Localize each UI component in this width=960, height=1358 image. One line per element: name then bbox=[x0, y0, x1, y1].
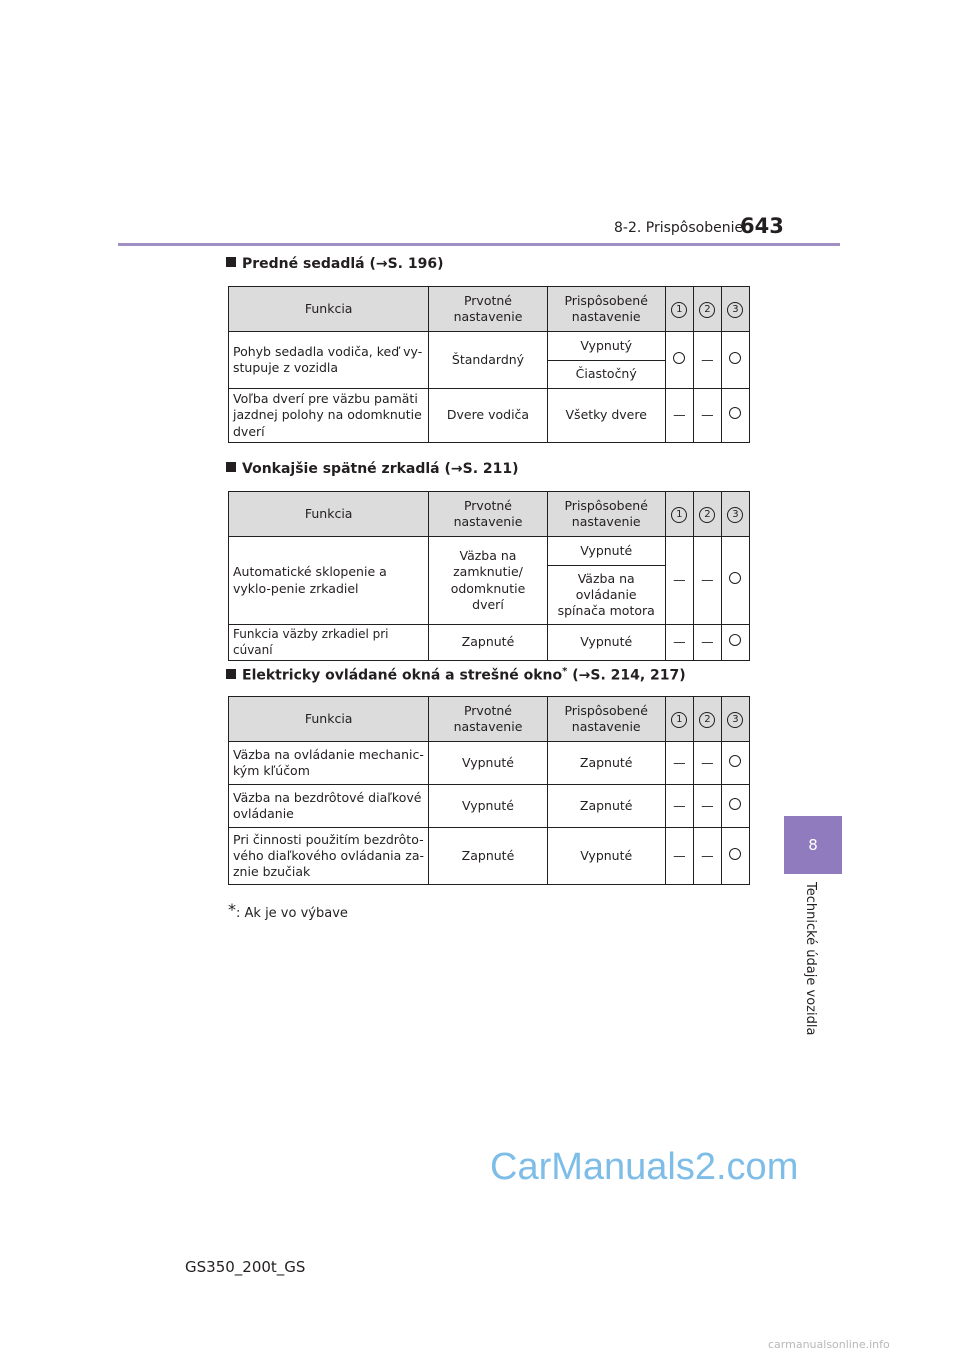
chapter-tab[interactable] bbox=[784, 816, 842, 874]
section-title: 8-2. Prispôsobenie bbox=[614, 220, 744, 236]
mirrors-table bbox=[228, 491, 750, 661]
site-watermark: carmanualsonline.info bbox=[768, 1338, 890, 1351]
section-heading-mirrors: Vonkajšie spätné zrkadlá (→S. 211) bbox=[226, 461, 519, 477]
table-header-row: Funkcia Prvotné nastavenie Prispôsobené nastavenie 1 2 3 bbox=[229, 492, 750, 537]
header-rule bbox=[118, 243, 840, 246]
square-bullet-icon bbox=[226, 257, 236, 267]
watermark: CarManuals2.com bbox=[490, 1146, 799, 1188]
o-mark-icon bbox=[673, 352, 685, 364]
col-3: 3 bbox=[727, 302, 743, 318]
o-mark-icon bbox=[729, 848, 741, 860]
o-mark-icon bbox=[729, 634, 741, 646]
table-row: Pohyb sedadla vodiča, keď vy-stupuje z vozidla Štandardný Vypnutý — bbox=[229, 332, 750, 361]
table-row: Väzba na ovládanie mechanic-kým kľúčom Vypnuté Zapnuté — — bbox=[229, 742, 750, 785]
table-row: Väzba na bezdrôtové diaľkové ovládanie Vypnuté Zapnuté — — bbox=[229, 785, 750, 828]
table-header-row: Funkcia Prvotné nastavenie Prispôsobené nastavenie 1 2 3 bbox=[229, 697, 750, 742]
table-row: Väzba na ovládanie spínača motora bbox=[229, 566, 750, 625]
chapter-title: Technické údaje vozidla bbox=[803, 882, 818, 1036]
o-mark-icon bbox=[729, 407, 741, 419]
col-prvotne: Prvotné nastavenie bbox=[429, 287, 547, 332]
table-row: Funkcia väzby zrkadiel pri cúvaní Zapnuté Vypnuté — — bbox=[229, 625, 750, 661]
footer-model: GS350_200t_GS bbox=[185, 1258, 306, 1276]
footnote: *: Ak je vo výbave bbox=[228, 900, 348, 921]
table-row: Čiastočný bbox=[229, 360, 750, 389]
table-row: Automatické sklopenie a vyklo-penie zrkadiel Väzba na zamknutie/ odomknutie dverí Vypnuté — — bbox=[229, 537, 750, 566]
o-mark-icon bbox=[729, 755, 741, 767]
col-prisposobene: Prispôsobené nastavenie bbox=[547, 287, 665, 332]
table-header-row bbox=[229, 287, 750, 332]
o-mark-icon bbox=[729, 798, 741, 810]
square-bullet-icon bbox=[226, 669, 236, 679]
chapter-number: 8 bbox=[808, 836, 818, 854]
o-mark-icon bbox=[729, 352, 741, 364]
table-row: Voľba dverí pre väzbu pamäti jazdnej polohy na odomknutie dverí Dvere vodiča Všetky dvere — — bbox=[229, 389, 750, 443]
page-number: 643 bbox=[740, 214, 784, 238]
table-row: Pri činnosti použitím bezdrôto-vého diaľkového ovládania za-znie bzučiak Zapnuté Vypnuté — — bbox=[229, 828, 750, 885]
square-bullet-icon bbox=[226, 462, 236, 472]
section-heading-windows: Elektricky ovládané okná a strešné okno* (→S. 214, 217) bbox=[226, 666, 686, 684]
col-funkcia: Funkcia bbox=[229, 287, 429, 332]
col-2: 2 bbox=[699, 302, 715, 318]
windows-table bbox=[228, 696, 750, 885]
seats-table bbox=[228, 286, 750, 443]
section-heading-seats: Predné sedadlá (→S. 196) bbox=[226, 256, 443, 272]
col-1: 1 bbox=[671, 302, 687, 318]
o-mark-icon bbox=[729, 572, 741, 584]
